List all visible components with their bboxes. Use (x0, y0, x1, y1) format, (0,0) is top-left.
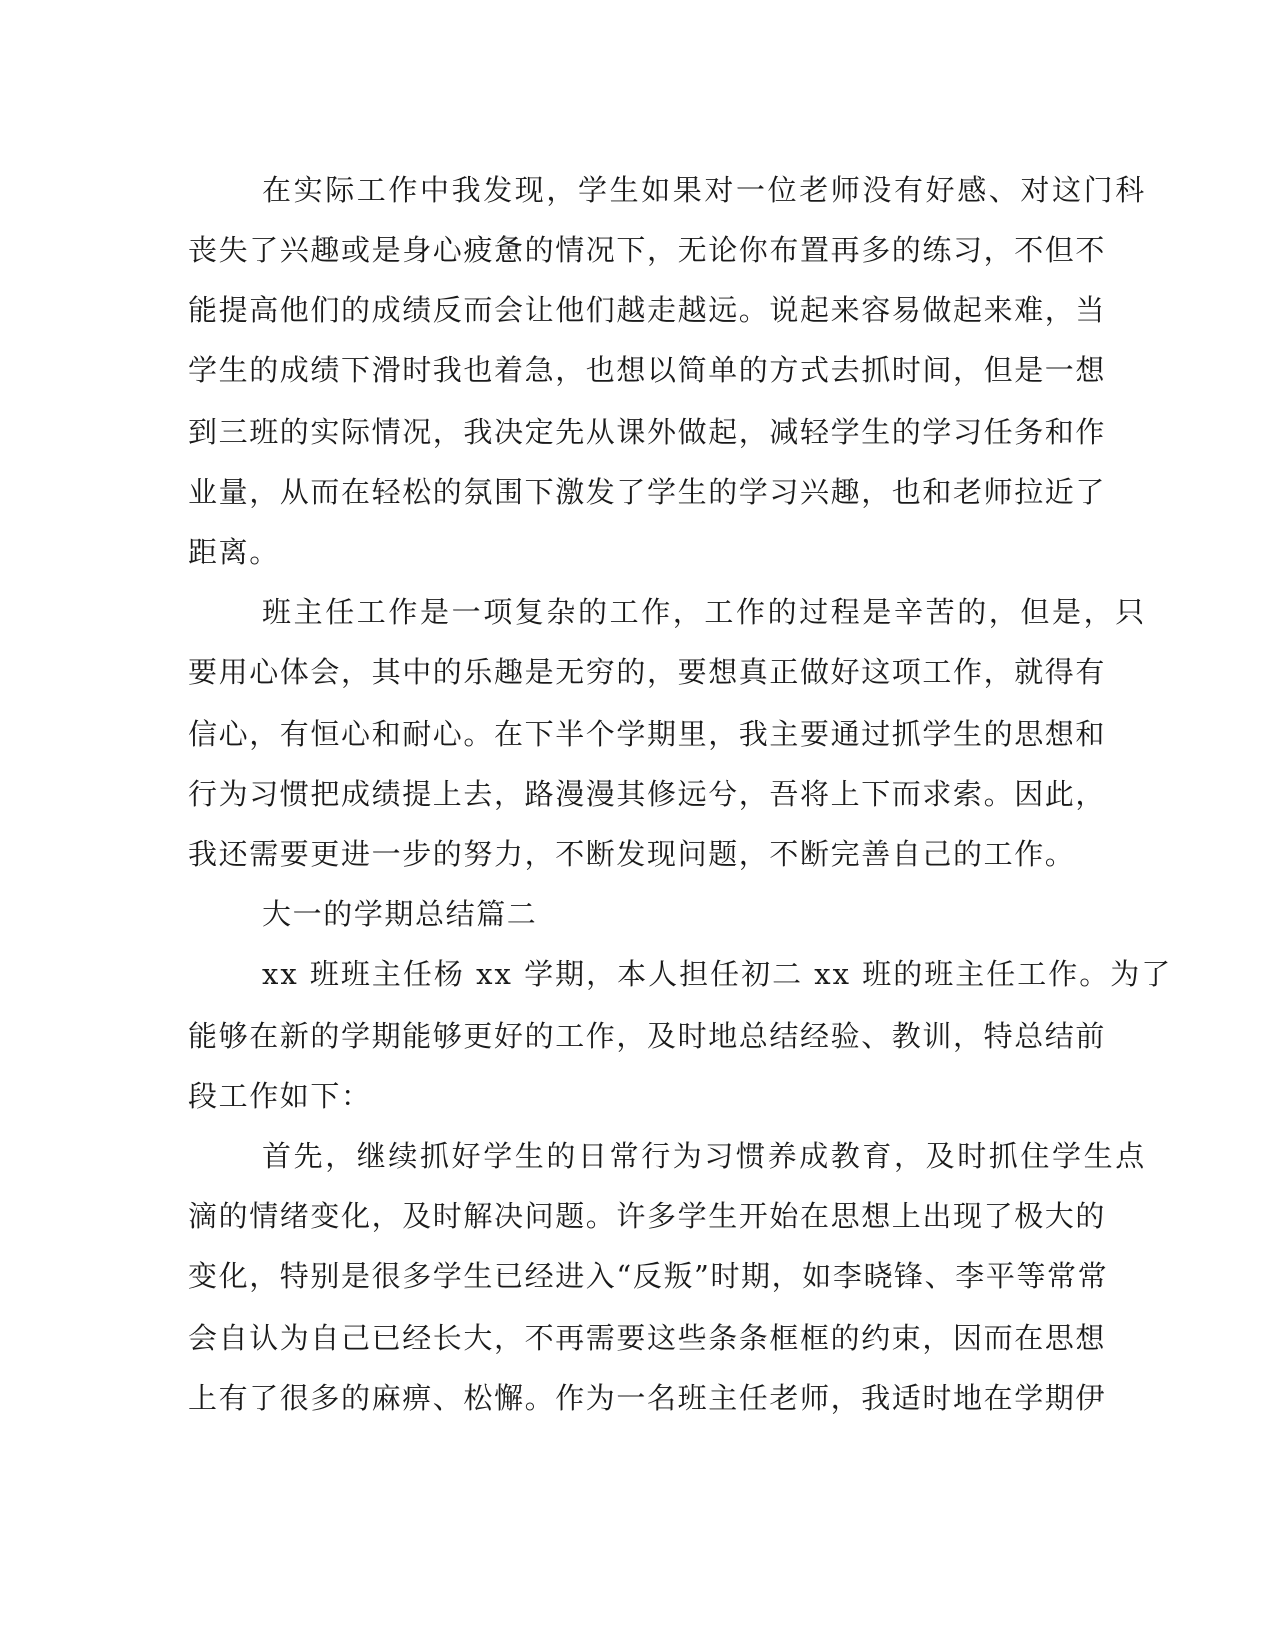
paragraph-line: 业量，从而在轻松的氛围下激发了学生的学习兴趣，也和老师拉近了 (188, 475, 1107, 509)
paragraph-line: 在实际工作中我发现，学生如果对一位老师没有好感、对这门科 (262, 173, 1147, 207)
paragraph-line: 距离。 (188, 535, 280, 569)
section-heading: 大一的学期总结篇二 (262, 897, 538, 931)
paragraph-line: 首先，继续抓好学生的日常行为习惯养成教育，及时抓住学生点 (262, 1139, 1147, 1173)
paragraph-line: 丧失了兴趣或是身心疲惫的情况下，无论你布置再多的练习，不但不 (188, 233, 1107, 267)
paragraph-line: 会自认为自己已经长大，不再需要这些条条框框的约束，因而在思想 (188, 1321, 1107, 1355)
paragraph-line: 上有了很多的麻痹、松懈。作为一名班主任老师，我适时地在学期伊 (188, 1381, 1107, 1415)
paragraph-line: 段工作如下： (188, 1079, 372, 1113)
paragraph-line: 信心，有恒心和耐心。在下半个学期里，我主要通过抓学生的思想和 (188, 717, 1107, 751)
paragraph-line: 要用心体会，其中的乐趣是无穷的，要想真正做好这项工作，就得有 (188, 655, 1107, 689)
paragraph-line: 学生的成绩下滑时我也着急，也想以简单的方式去抓时间，但是一想 (188, 353, 1107, 387)
paragraph-line: 行为习惯把成绩提上去，路漫漫其修远兮，吾将上下而求索。因此， (188, 777, 1107, 811)
paragraph-line: 滴的情绪变化，及时解决问题。许多学生开始在思想上出现了极大的 (188, 1199, 1107, 1233)
paragraph-line: 我还需要更进一步的努力，不断发现问题，不断完善自己的工作。 (188, 837, 1076, 871)
paragraph-line: xx 班班主任杨 xx 学期，本人担任初二 xx 班的班主任工作。为了 (262, 957, 1173, 991)
paragraph-line: 到三班的实际情况，我决定先从课外做起，减轻学生的学习任务和作 (188, 415, 1107, 449)
paragraph-line: 变化，特别是很多学生已经进入“反叛”时期，如李晓锋、李平等常常 (188, 1259, 1109, 1293)
paragraph-line: 能提高他们的成绩反而会让他们越走越远。说起来容易做起来难，当 (188, 293, 1107, 327)
paragraph-line: 班主任工作是一项复杂的工作，工作的过程是辛苦的，但是，只 (262, 595, 1147, 629)
paragraph-line: 能够在新的学期能够更好的工作，及时地总结经验、教训，特总结前 (188, 1019, 1107, 1053)
